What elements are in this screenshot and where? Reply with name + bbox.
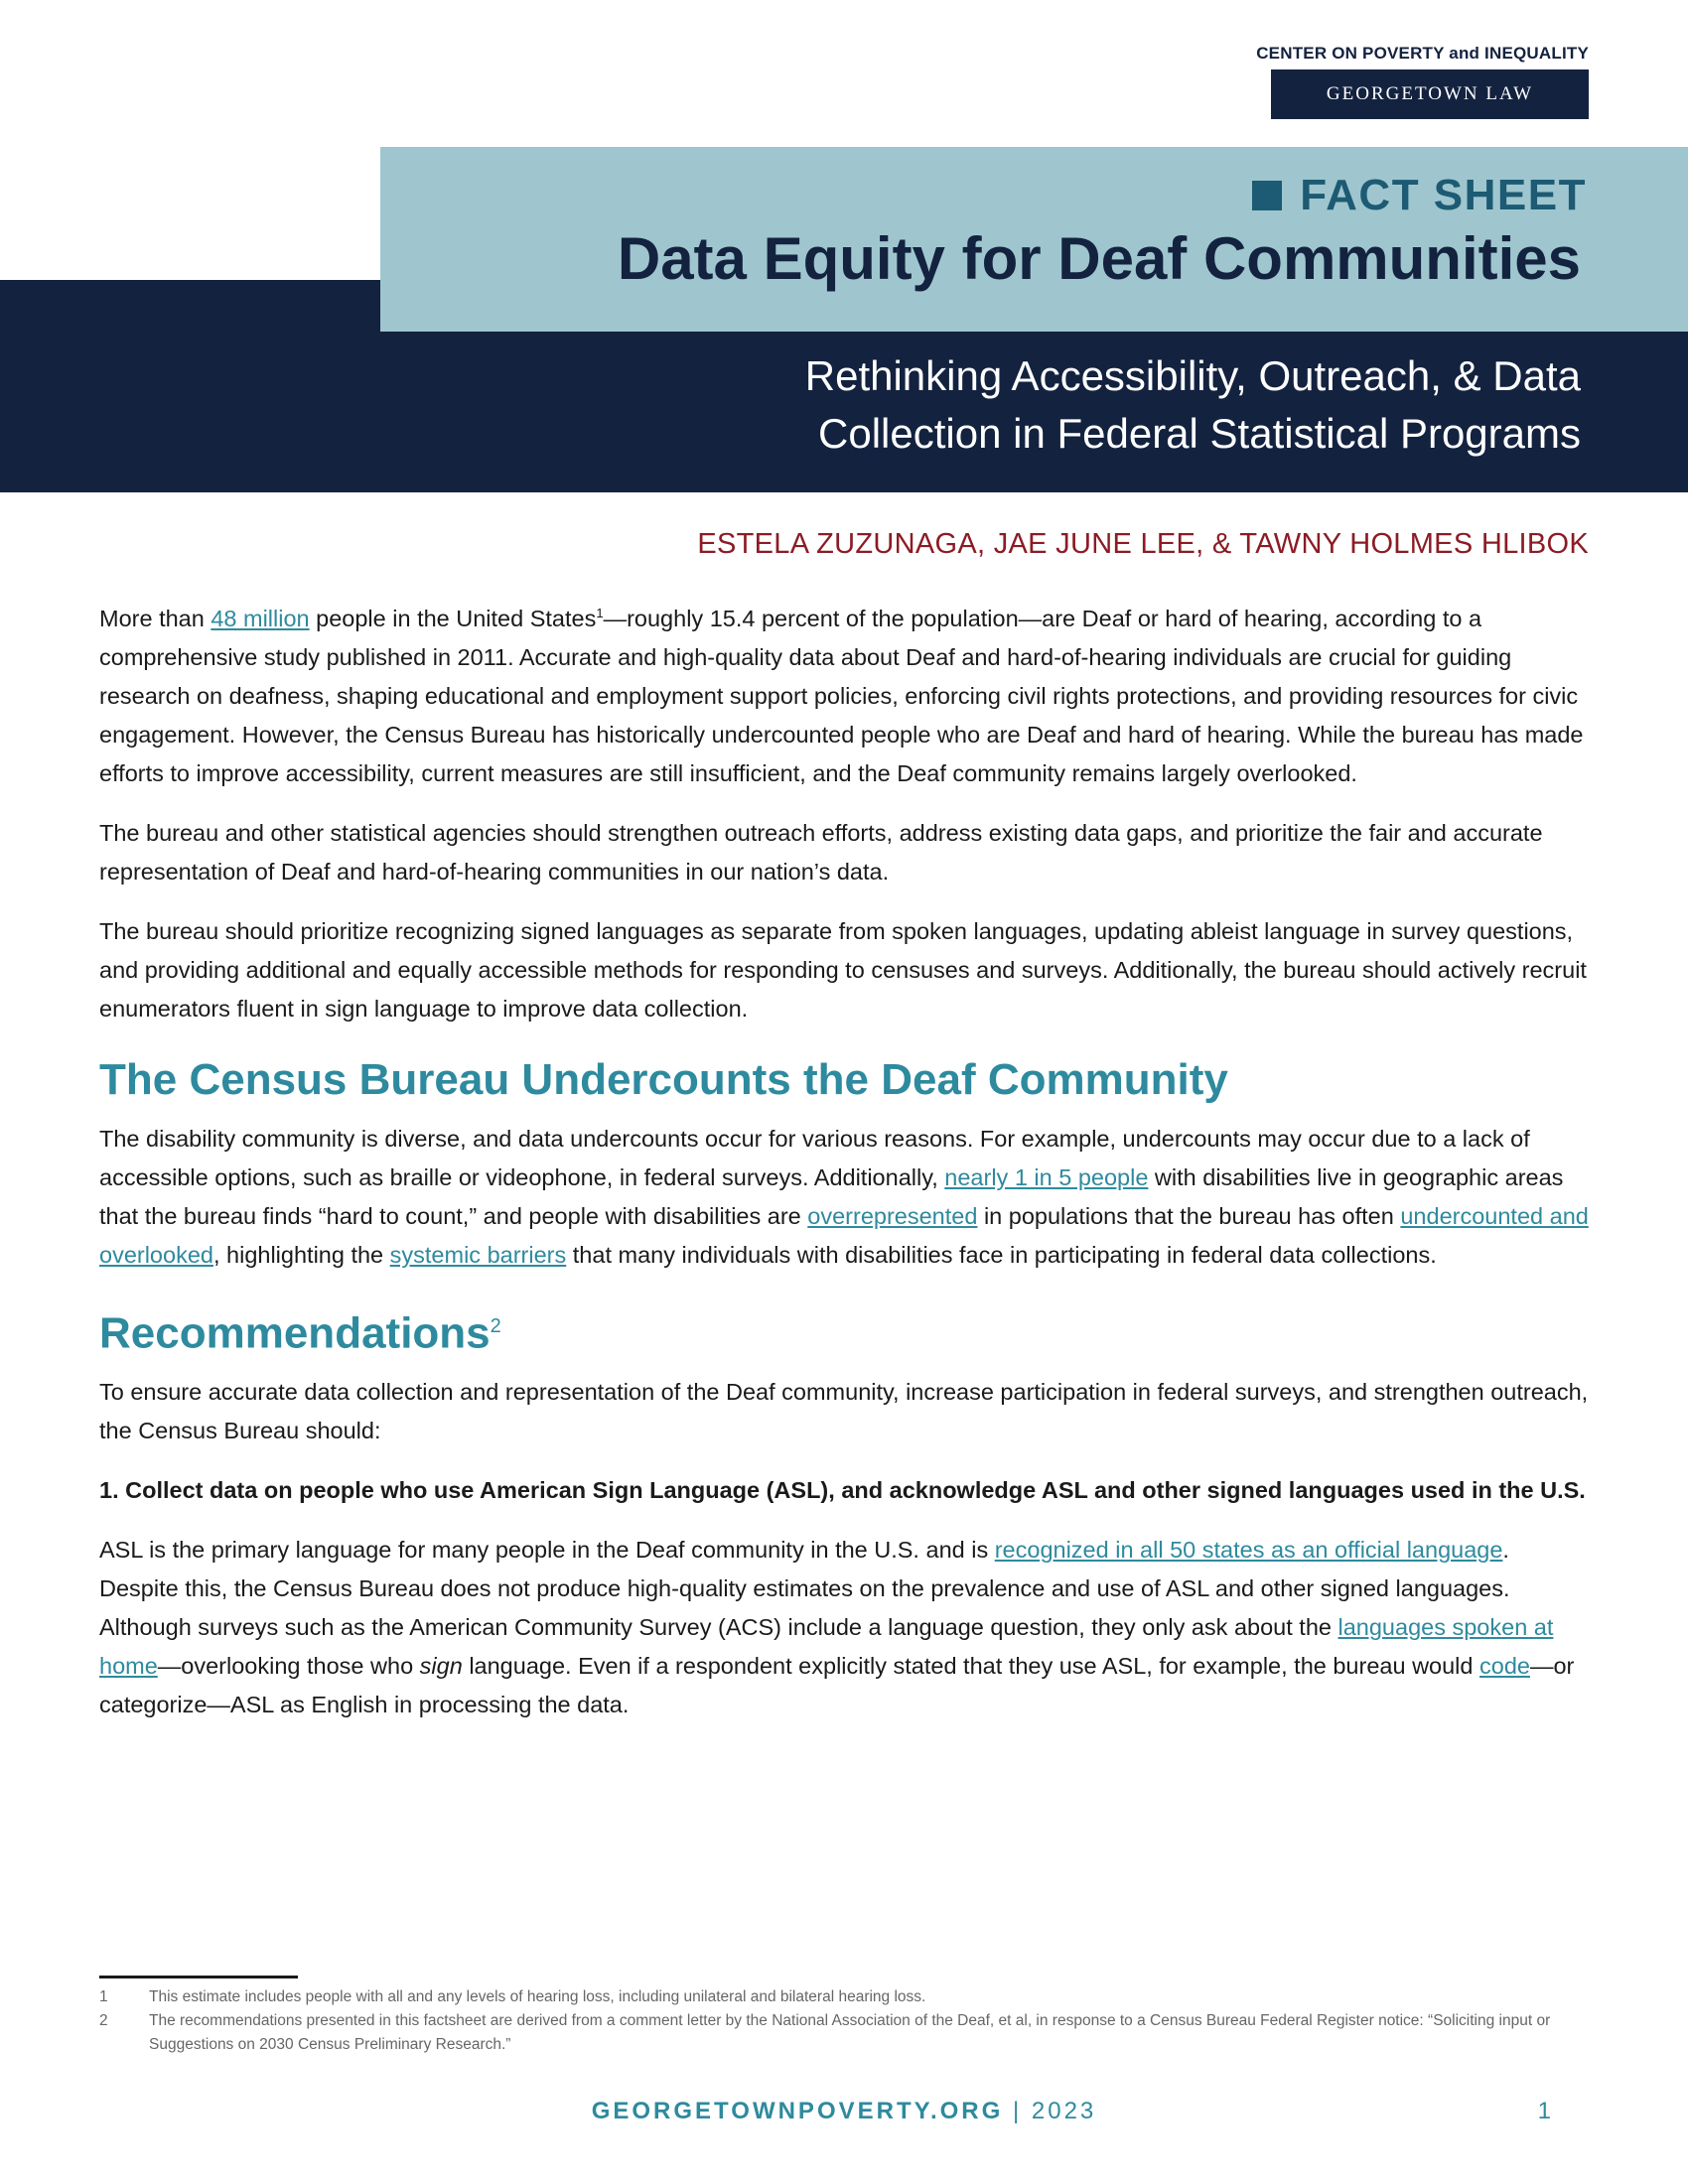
footnotes	[99, 1985, 1589, 2057]
link-recognized-50-states[interactable]: recognized in all 50 states as an official language	[994, 1537, 1503, 1564]
subtitle-line-1: Rethinking Accessibility, Outreach, & Data	[804, 352, 1581, 399]
page-subtitle	[588, 347, 1581, 463]
intro-paragraph-2: The bureau and other statistical agencies should strengthen outreach efforts, address existing data gaps, and prioritize the fair and accurate representation of Deaf and hard-of-hearing communities in our nation’s data.	[99, 819, 1543, 885]
link-systemic-barriers[interactable]: systemic barriers	[389, 1241, 567, 1268]
footer-year: 2023	[1031, 2098, 1097, 2124]
recommendation-1-title: 1. Collect data on people who use American Sign Language (ASL), and acknowledge ASL and other signed languages used in the U.S.	[99, 1477, 1586, 1504]
intro-paragraph-3: The bureau should prioritize recognizing signed languages as separate from spoken languages, updating ableist language in survey questions, and providing additional and equally accessible methods for responding to censuses and surveys. Additionally, the bureau should actively recruit enumerators fluent in sign language to improve data collection.	[99, 917, 1587, 1022]
footnote-2: 2 The recommendations presented in this factsheet are derived from a comment letter by the National Association of the Deaf, et al, in response to a Census Bureau Federal Register notice: “Soliciting input or Suggestions on 2030 Census Preliminary Research.”	[99, 2012, 1551, 2053]
link-nearly-1-in-5[interactable]: nearly 1 in 5 people	[944, 1163, 1149, 1190]
link-languages-spoken-at-home[interactable]: languages spoken at home	[99, 1614, 1554, 1680]
link-overrepresented[interactable]: overrepresented	[807, 1202, 978, 1229]
intro-paragraph-1: More than 48 million people in the United States$^1$—roughly 15.4 percent of the population—are Deaf or hard of hearing, according to a comprehensive study published in 2011. Accurate and high-quality data about Deaf and hard-of-hearing individuals are crucial for guiding research on deafness, shaping educational and employment support policies, enforcing civil rights protections, and providing resources for civic engagement. However, the Census Bureau has historically undercounted people who are Deaf and hard of hearing. While the bureau has made efforts to improve accessibility, current measures are still insufficient, and the Deaf community remains largely overlooked.	[99, 605, 1584, 786]
link-48-million[interactable]: 48 million	[211, 605, 310, 631]
authors: ESTELA ZUZUNAGA, JAE JUNE LEE, & TAWNY HOLMES HLIBOK	[697, 528, 1589, 560]
recommendation-1-body: ASL is the primary language for many people in the Deaf community in the U.S. and is recognized in all 50 states as an official language. Despite this, the Census Bureau does not produce high-quality estimates on the prevalence and use of ASL and other signed languages. Although surveys such as the American Community Survey (ACS) include a language question, they only ask about the languages spoken at home—overlooking those who sign language. Even if a respondent explicitly stated that they use ASL, for example, the bureau would code—or categorize—ASL as English in processing the data.	[99, 1537, 1575, 1718]
footer: GEORGETOWNPOVERTY.ORG | 2023	[591, 2098, 1097, 2124]
section-heading-recommendations: Recommendations$^2$	[99, 1308, 501, 1358]
footnote-1: 1 This estimate includes people with all and any levels of hearing loss, including unilateral and bilateral hearing loss.	[99, 1988, 926, 2005]
undercount-paragraph: The disability community is diverse, and data undercounts occur for various reasons. For example, undercounts may occur due to a lack of accessible options, such as braille or videophone, in federal surveys. Additionally, nearly 1 in 5 people with disabilities live in geographic areas that the bureau finds “hard to count,” and people with disabilities are overrepresented in populations that the bureau has often undercounted and overlooked, highlighting the systemic barriers that many individuals with disabilities face in participating in federal data collections.	[99, 1125, 1589, 1268]
fact-sheet-label	[1252, 171, 1587, 220]
footnote-ref-1: 1	[596, 606, 604, 620]
footnote-divider	[99, 1976, 298, 1979]
section-heading-undercount: The Census Bureau Undercounts the Deaf Community	[99, 1054, 1228, 1104]
recommendations-intro: To ensure accurate data collection and representation of the Deaf community, increase participation in federal surveys, and strengthen outreach, the Census Bureau should:	[99, 1379, 1589, 1444]
org-name: CENTER ON POVERTY and INEQUALITY	[1256, 44, 1589, 63]
footnote-ref-2: 2	[490, 1314, 501, 1337]
footer-site-link[interactable]: GEORGETOWNPOVERTY.ORG	[591, 2098, 1004, 2124]
link-code[interactable]: code	[1479, 1653, 1530, 1680]
main-content	[99, 594, 1589, 1745]
org-logo-badge: GEORGETOWN LAW	[1271, 69, 1589, 119]
subtitle-line-2: Collection in Federal Statistical Programs	[818, 410, 1581, 457]
fact-sheet-text: FACT SHEET	[1300, 171, 1587, 219]
link-undercounted-overlooked[interactable]: undercounted and overlooked	[99, 1202, 1589, 1268]
square-icon	[1252, 181, 1282, 210]
page-number: 1	[1537, 2098, 1551, 2124]
page-title: Data Equity for Deaf Communities	[617, 225, 1581, 292]
